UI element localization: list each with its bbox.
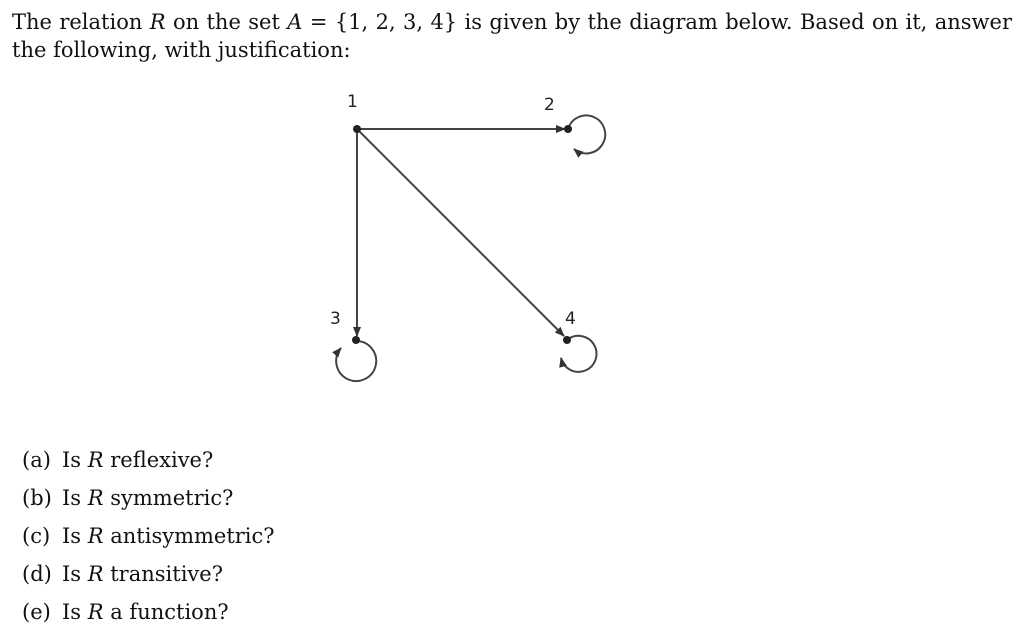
question-variable: R [87,600,104,624]
node-label-3: 3 [330,309,341,329]
relation-symbol: R [149,10,166,34]
node-3 [352,336,360,344]
question-a [22,441,275,479]
node-label-2: 2 [544,95,555,115]
question-text: transitive? [103,562,223,586]
node-label-1: 1 [347,92,358,112]
intro-text-c: is given by the diagram below. Based on it, answer the following, with justification: [12,10,1012,62]
edge-1-4 [357,129,564,336]
question-text: antisymmetric? [103,524,275,548]
question-prefix: Is [62,448,88,472]
question-c [22,517,275,555]
node-1 [353,125,361,133]
question-e [22,593,275,631]
question-variable: R [87,524,104,548]
question-text: symmetric? [103,486,234,510]
set-symbol: A [287,10,303,34]
intro-text-a: The relation [12,10,150,34]
question-tag: (a) [22,448,51,472]
question-prefix: Is [62,562,88,586]
intro-text-b: on the set [165,10,288,34]
question-text: a function? [103,600,229,624]
node-2 [564,125,572,133]
question-tag: (d) [22,562,52,586]
question-prefix: Is [62,600,88,624]
question-tag: (e) [22,600,51,624]
loop-2-2 [568,115,605,153]
question-prefix: Is [62,524,88,548]
question-prefix: Is [62,486,88,510]
question-tag: (b) [22,486,52,510]
question-list [22,441,275,631]
question-d [22,555,275,593]
question-text: reflexive? [103,448,214,472]
question-variable: R [87,448,104,472]
question-tag: (c) [22,524,51,548]
question-variable: R [87,562,104,586]
loop-3-3 [336,341,376,381]
equals-sign: = [302,10,335,34]
set-value: {1, 2, 3, 4} [334,10,458,34]
node-4 [563,336,571,344]
node-label-4: 4 [565,309,576,329]
question-b [22,479,275,517]
question-variable: R [87,486,104,510]
